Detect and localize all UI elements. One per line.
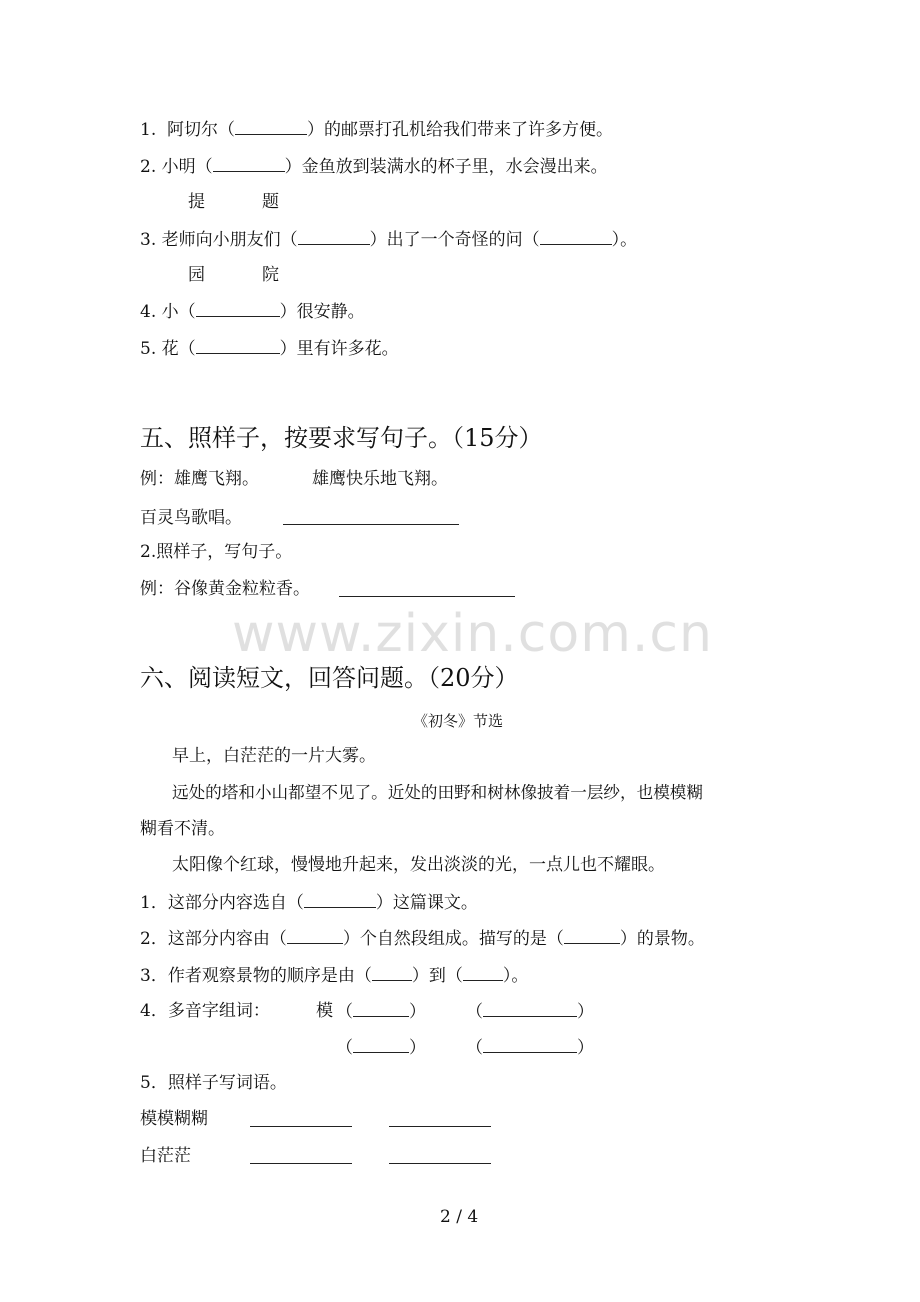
answer-line[interactable]	[389, 1147, 491, 1164]
passage-paragraph: 早上，白茫茫的一片大雾。	[172, 746, 376, 766]
answer-blank[interactable]	[298, 228, 370, 245]
answer-line[interactable]	[250, 1110, 352, 1127]
q-text: 2. 小明（	[140, 157, 213, 177]
example-sentence-2: 例：谷像黄金粒粒香。	[140, 579, 310, 599]
paren: ）	[577, 1002, 594, 1022]
paren: （	[466, 1038, 483, 1058]
answer-line[interactable]	[283, 508, 459, 525]
paren: （	[466, 1002, 483, 1022]
passage-title: 《初冬》节选	[413, 712, 504, 730]
paren: （	[336, 1038, 353, 1058]
question-4-1	[140, 118, 613, 141]
word-blank-group	[466, 1036, 594, 1059]
example-sentence-expanded: 雄鹰快乐地飞翔。	[312, 469, 448, 489]
q-text: ）。	[611, 230, 638, 250]
answer-blank[interactable]	[564, 927, 620, 944]
page-number: 2 / 4	[440, 1207, 479, 1227]
polyphonic-char: 模	[316, 1001, 333, 1021]
q-text: ）这篇课文。	[375, 893, 478, 913]
q-text: ）到（	[411, 966, 463, 986]
q-text: 3. 老师向小朋友们（	[140, 230, 298, 250]
answer-line[interactable]	[250, 1147, 352, 1164]
answer-blank[interactable]	[372, 964, 412, 981]
question-6-2	[140, 927, 705, 950]
passage-paragraph-continued: 糊看不清。	[140, 819, 225, 839]
q-text: 2．这部分内容由（	[140, 929, 287, 949]
char-option: 题	[262, 192, 279, 212]
example-word: 白茫茫	[140, 1146, 191, 1166]
paren: ）	[577, 1038, 594, 1058]
paren: ）	[409, 1002, 426, 1022]
char-option: 提	[188, 192, 205, 212]
passage-paragraph: 远处的塔和小山都望不见了。近处的田野和树林像披着一层纱，也模模糊	[172, 783, 703, 802]
passage-paragraph: 太阳像个红球，慢慢地升起来，发出淡淡的光，一点儿也不耀眼。	[172, 855, 665, 875]
q-text: 4. 小（	[140, 302, 196, 322]
answer-blank[interactable]	[463, 964, 503, 981]
q-text: ）的邮票打孔机给我们带来了许多方便。	[307, 120, 614, 140]
question-4-5	[140, 337, 399, 360]
q-text: ）很安静。	[279, 302, 365, 322]
question-4-3	[140, 228, 637, 251]
question-6-1	[140, 891, 478, 914]
question-4-2	[140, 155, 608, 178]
q-text: 3．作者观察景物的顺序是由（	[140, 966, 372, 986]
answer-blank[interactable]	[483, 1000, 577, 1017]
paren: ）	[409, 1038, 426, 1058]
question-6-4-label: 4．多音字组词：	[140, 1001, 270, 1021]
answer-blank[interactable]	[304, 891, 376, 908]
q-text: ）金鱼放到装满水的杯子里，水会漫出来。	[284, 157, 608, 177]
q-text: ）。	[502, 966, 529, 986]
task-sentence: 百灵鸟歌唱。	[140, 508, 242, 528]
question-6-3	[140, 964, 528, 987]
section-5-heading: 五、照样子，按要求写句子。（15分）	[140, 424, 543, 452]
section-6-heading: 六、阅读短文，回答问题。（20分）	[140, 664, 519, 692]
answer-blank[interactable]	[353, 1036, 409, 1053]
paren: （	[336, 1002, 353, 1022]
answer-blank[interactable]	[483, 1036, 577, 1053]
q-text: ）出了一个奇怪的问（	[369, 230, 540, 250]
word-blank-group	[336, 1000, 426, 1023]
q-text: 1. 阿切尔（	[140, 120, 236, 140]
answer-blank[interactable]	[287, 927, 343, 944]
answer-line[interactable]	[339, 580, 515, 597]
answer-line[interactable]	[389, 1110, 491, 1127]
answer-blank[interactable]	[235, 118, 307, 135]
q-text: ）个自然段组成。描写的是（	[342, 929, 564, 949]
answer-blank[interactable]	[196, 337, 280, 354]
example-word: 模模糊糊	[140, 1109, 208, 1129]
task-label: 2.照样子，写句子。	[140, 542, 293, 562]
word-blank-group	[336, 1036, 426, 1059]
q-text: ）的景物。	[619, 929, 705, 949]
question-4-4	[140, 300, 365, 323]
answer-blank[interactable]	[353, 1000, 409, 1017]
watermark: www.zixin.com.cn	[232, 604, 713, 664]
q-text: 5. 花（	[140, 339, 196, 359]
example-sentence: 例：雄鹰飞翔。	[140, 469, 259, 489]
answer-blank[interactable]	[213, 155, 285, 172]
q-text: 1．这部分内容选自（	[140, 893, 304, 913]
question-6-5-label: 5．照样子写词语。	[140, 1073, 287, 1093]
answer-blank[interactable]	[540, 228, 612, 245]
q-text: ）里有许多花。	[279, 339, 399, 359]
answer-blank[interactable]	[196, 300, 280, 317]
word-blank-group	[466, 1000, 594, 1023]
char-option: 园	[188, 265, 205, 285]
char-option: 院	[262, 265, 279, 285]
